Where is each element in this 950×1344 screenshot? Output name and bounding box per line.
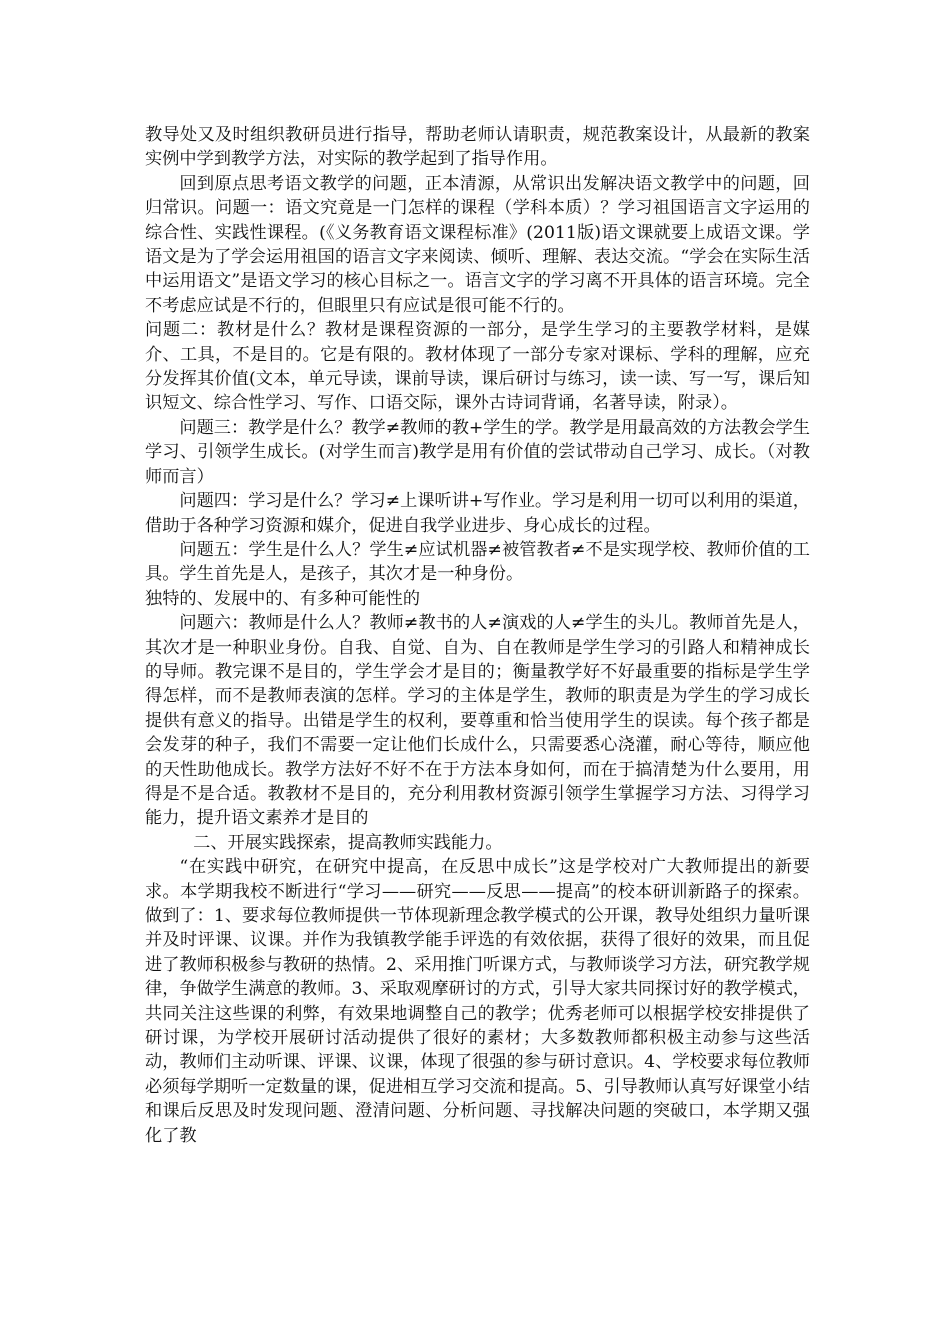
paragraph-intro: 教导处又及时组织教研员进行指导，帮助老师认请职责，规范教案设计，从最新的教案实例中学到教学方法，对实际的教学起到了指导作用。 [145,125,810,170]
paragraph-back-to-origin: 回到原点思考语文教学的问题，正本清源，从常识出发解决语文教学中的问题，回归常识。问题一：语文究竟是一门怎样的课程（学科本质）？学习祖国语言文字运用的综合性、实践性课程。(《义务教育语文课程标准》(2011版)语文课就要上成语文课。学语文是为了学会运用祖国的语言文字来阅读、倾听、理解、表达交流。“学会在实际生活中运用语文”是语文学习的核心目标之一。语言文字的学习离不开具体的语言环境。完全不考虑应试是不行的，但眼里只有应试是很可能不行的。 [145,173,810,316]
document-body [145,123,810,1148]
paragraph-practice-research: “在实践中研究，在研究中提高，在反思中成长”这是学校对广大教师提出的新要求。本学期我校不断进行“学习——研究——反思——提高”的校本研训新路子的探索。做到了：1、要求每位教师提供一节体现新理念教学模式的公开课，教导处组织力量听课并及时评课、议课。并作为我镇教学能手评选的有效依据，获得了很好的效果，而且促进了教师积极参与教研的热情。2、采用推门听课方式，与教师谈学习方法，研究教学规律，争做学生满意的教师。3、采取观摩研讨的方式，引导大家共同探讨好的教学模式，共同关注这些课的利弊，有效果地调整自己的教学；优秀老师可以根据学校安排提供了研讨课，为学校开展研讨活动提供了很好的素材；大多数教师都积极主动参与这些活动，教师们主动听课、评课、议课，体现了很强的参与研讨意识。4、学校要求每位教师必须每学期听一定数量的课，促进相互学习交流和提高。5、引导教师认真写好课堂小结和课后反思及时发现问题、澄清问题、分析问题、寻找解决问题的突破口，本学期又强化了教 [145,857,810,1146]
paragraph-question-five: 问题五：学生是什么人？学生≠应试机器≠被管教者≠不是实现学校、教师价值的工具。学生首先是人，是孩子，其次才是一种身份。 [145,539,810,585]
paragraph-question-six: 问题六：教师是什么人？教师≠教书的人≠演戏的人≠学生的头儿。教师首先是人，其次才是一种职业身份。自我、自觉、自为、自在教师是学生学习的引路人和精神成长的导师。教完课不是目的，学生学会才是目的；衡量教学好不好最重要的指标是学生学得怎样，而不是教师表演的怎样。学习的主体是学生，教师的职责是为学生的学习成长提供有意义的指导。出错是学生的权利，要尊重和恰当使用学生的误读。每个孩子都是会发芽的种子，我们不需要一定让他们长成什么，只需要悉心浇灌，耐心等待，顺应他的天性助他成长。教学方法好不好不在于方法本身如何，而在于搞清楚为什么要用，用得是不是合适。教教材不是目的，充分利用教材资源引领学生掌握学习方法、习得学习能力，提升语文素养才是目的 [145,613,810,829]
paragraph-question-four: 问题四：学习是什么？学习≠上课听讲+写作业。学习是利用一切可以利用的渠道，借助于各种学习资源和媒介，促进自我学业进步、身心成长的过程。 [145,491,810,536]
paragraph-question-three: 问题三：教学是什么？教学≠教师的教+学生的学。教学是用最高效的方法教会学生学习、引领学生成长。(对学生而言)教学是用有价值的尝试带动自己学习、成长。（对教师而言） [145,417,810,487]
paragraph-question-two: 问题二：教材是什么？教材是课程资源的一部分，是学生学习的主要教学材料，是媒介、工具，不是目的。它是有限的。教材体现了一部分专家对课标、学科的理解，应充分发挥其价值(文本，单元导读，课前导读，课后研讨与练习，读一读、写一写，课后知识短文、综合性学习、写作、口语交际，课外古诗词背诵，名著导读，附录）。 [145,320,810,414]
section-heading-practice: 二、开展实践探索，提高教师实践能力。 [193,832,503,853]
paragraph-unique: 独特的、发展中的、有多种可能性的 [145,588,421,609]
